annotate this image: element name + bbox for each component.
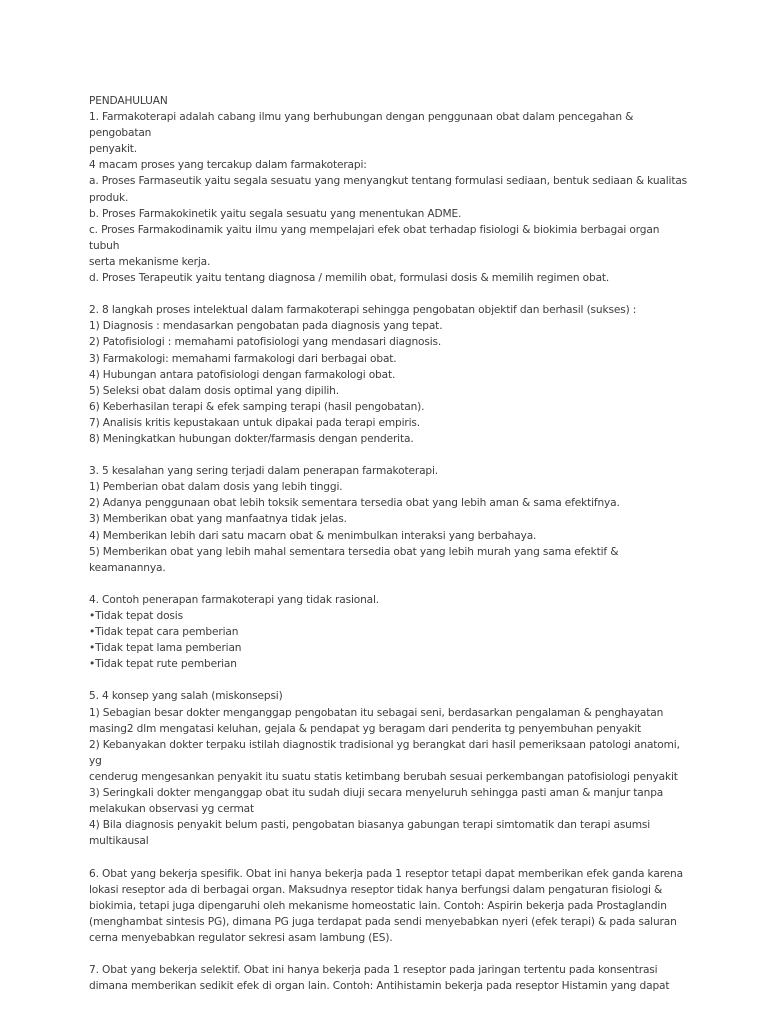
list-item: 2) Adanya penggunaan obat lebih toksik sementara tersedia obat yang lebih aman & sama efektifnya. xyxy=(89,497,620,510)
section-2-heading: 2. 8 langkah proses intelektual dalam farmakoterapi sehingga pengobatan objektif dan berhasil (sukses) : xyxy=(89,304,637,317)
section-5-heading: 5. 4 konsep yang salah (miskonsepsi) xyxy=(89,690,283,703)
list-item: 5) Memberikan obat yang lebih mahal sementara tersedia obat yang lebih murah yang sama efektif & keamanannya. xyxy=(89,545,622,574)
bullet-item xyxy=(89,608,689,624)
list-item: 4) Hubungan antara patofisiologi dengan farmakologi obat. xyxy=(89,368,396,381)
section-5-line: masing2 dlm mengatasi keluhan, gejala & pendapat yg beragam dari penderita tg penyembuhan penyakit xyxy=(89,722,642,735)
section-5-line: 3) Seringkali dokter menganggap obat itu sudah diuji secara menyeluruh sehingga pasti aman & manjur tanpa xyxy=(89,787,664,800)
section-5 xyxy=(89,688,689,849)
section-6-line: (menghambat sintesis PG), dimana PG juga terdapat pada sendi menyebabkan nyeri (efek terapi) & pada saluran xyxy=(89,915,677,928)
section-1-line: b. Proses Farmakokinetik yaitu segala sesuatu yang menentukan ADME. xyxy=(89,207,462,220)
bullet-item xyxy=(89,624,689,640)
section-7-line: dimana memberikan sedikit efek di organ lain. Contoh: Antihistamin bekerja pada reseptor Histamin yang dapat xyxy=(89,980,670,993)
section-7 xyxy=(89,962,689,994)
list-item: 3) Farmakologi: memahami farmakologi dari berbagai obat. xyxy=(89,352,397,365)
section-1-line: d. Proses Terapeutik yaitu tentang diagnosa / memilih obat, formulasi dosis & memilih regimen obat. xyxy=(89,272,610,285)
section-2 xyxy=(89,302,689,447)
list-item: 8) Meningkatkan hubungan dokter/farmasis dengan penderita. xyxy=(89,432,414,445)
list-item: 1) Pemberian obat dalam dosis yang lebih tinggi. xyxy=(89,481,343,494)
list-item: 2) Patofisiologi : memahami patofisiologi yang mendasari diagnosis. xyxy=(89,336,442,349)
bullet-text: Tidak tepat cara pemberian xyxy=(95,626,239,639)
section-5-line: multikausal xyxy=(89,835,149,848)
section-3-heading: 3. 5 kesalahan yang sering terjadi dalam penerapan farmakoterapi. xyxy=(89,465,438,478)
section-5-line: melakukan observasi yg cermat xyxy=(89,803,254,816)
section-6 xyxy=(89,866,689,946)
section-1-line: 1. Farmakoterapi adalah cabang ilmu yang berhubungan dengan penggunaan obat dalam pencegahan & pengobatan xyxy=(89,111,637,140)
section-1-line: c. Proses Farmakodinamik yaitu ilmu yang mempelajari efek obat terhadap fisiologi & biokimia berbagai organ tubuh xyxy=(89,223,663,252)
paragraph-gap xyxy=(89,849,689,865)
paragraph-gap xyxy=(89,286,689,302)
bullet-item xyxy=(89,656,689,672)
section-1 xyxy=(89,109,689,286)
section-1-line: penyakit. xyxy=(89,143,137,156)
list-item: 6) Keberhasilan terapi & efek samping terapi (hasil pengobatan). xyxy=(89,400,425,413)
bullet-text: Tidak tepat lama pemberian xyxy=(95,642,242,655)
section-5-line: cenderug mengesankan penyakit itu suatu statis ketimbang berubah sesuai perkembangan patofisiologi penyakit xyxy=(89,770,678,783)
section-4 xyxy=(89,592,689,672)
list-item: 4) Memberikan lebih dari satu macarn obat & menimbulkan interaksi yang berbahaya. xyxy=(89,529,537,542)
section-6-line: 6. Obat yang bekerja spesifik. Obat ini hanya bekerja pada 1 reseptor tetapi dapat memberikan efek ganda karena xyxy=(89,867,683,880)
section-5-line: 2) Kebanyakan dokter terpaku istilah diagnostik tradisional yg berangkat dari hasil pemeriksaan patologi anatomi, yg xyxy=(89,738,684,767)
section-6-line: lokasi reseptor ada di berbagai organ. Maksudnya reseptor tidak hanya berfungsi dalam pengaturan fisiologi & xyxy=(89,883,663,896)
section-1-line: 4 macam proses yang tercakup dalam farmakoterapi: xyxy=(89,159,367,172)
bullet-text: Tidak tepat dosis xyxy=(95,610,183,622)
section-1-line: serta mekanisme kerja. xyxy=(89,255,211,268)
section-6-line: cerna menyebabkan regulator sekresi asam lambung (ES). xyxy=(89,931,393,944)
paragraph-gap xyxy=(89,447,689,463)
section-6-line: biokimia, tetapi juga dipengaruhi oleh mekanisme homeostatic lain. Contoh: Aspirin bekerja pada Prostaglandin xyxy=(89,899,667,912)
section-5-line: 1) Sebagian besar dokter menganggap pengobatan itu sebagai seni, berdasarkan pengalaman & penghayatan xyxy=(89,706,664,719)
bullet-item xyxy=(89,640,689,656)
list-item: 7) Analisis kritis kepustakaan untuk dipakai pada terapi empiris. xyxy=(89,416,420,429)
section-3 xyxy=(89,463,689,576)
bullet-text: Tidak tepat rute pemberian xyxy=(95,658,237,671)
section-7-line: 7. Obat yang bekerja selektif. Obat ini hanya bekerja pada 1 reseptor pada jaringan tertentu pada konsentrasi xyxy=(89,964,658,977)
list-item: 1) Diagnosis : mendasarkan pengobatan pada diagnosis yang tepat. xyxy=(89,320,443,333)
paragraph-gap xyxy=(89,946,689,962)
paragraph-gap xyxy=(89,576,689,592)
section-1-line: a. Proses Farmaseutik yaitu segala sesuatu yang menyangkut tentang formulasi sediaan, bentuk sediaan & kualitas xyxy=(89,175,688,188)
paragraph-gap xyxy=(89,672,689,688)
section-5-line: 4) Bila diagnosis penyakit belum pasti, pengobatan biasanya gabungan terapi simtomatik dan terapi asumsi xyxy=(89,819,651,832)
section-1-line: produk. xyxy=(89,191,129,204)
section-4-heading: 4. Contoh penerapan farmakoterapi yang tidak rasional. xyxy=(89,593,379,606)
list-item: 5) Seleksi obat dalam dosis optimal yang dipilih. xyxy=(89,384,339,397)
list-item: 3) Memberikan obat yang manfaatnya tidak jelas. xyxy=(89,513,347,526)
document-page xyxy=(89,93,689,994)
document-title: PENDAHULUAN xyxy=(89,95,168,107)
